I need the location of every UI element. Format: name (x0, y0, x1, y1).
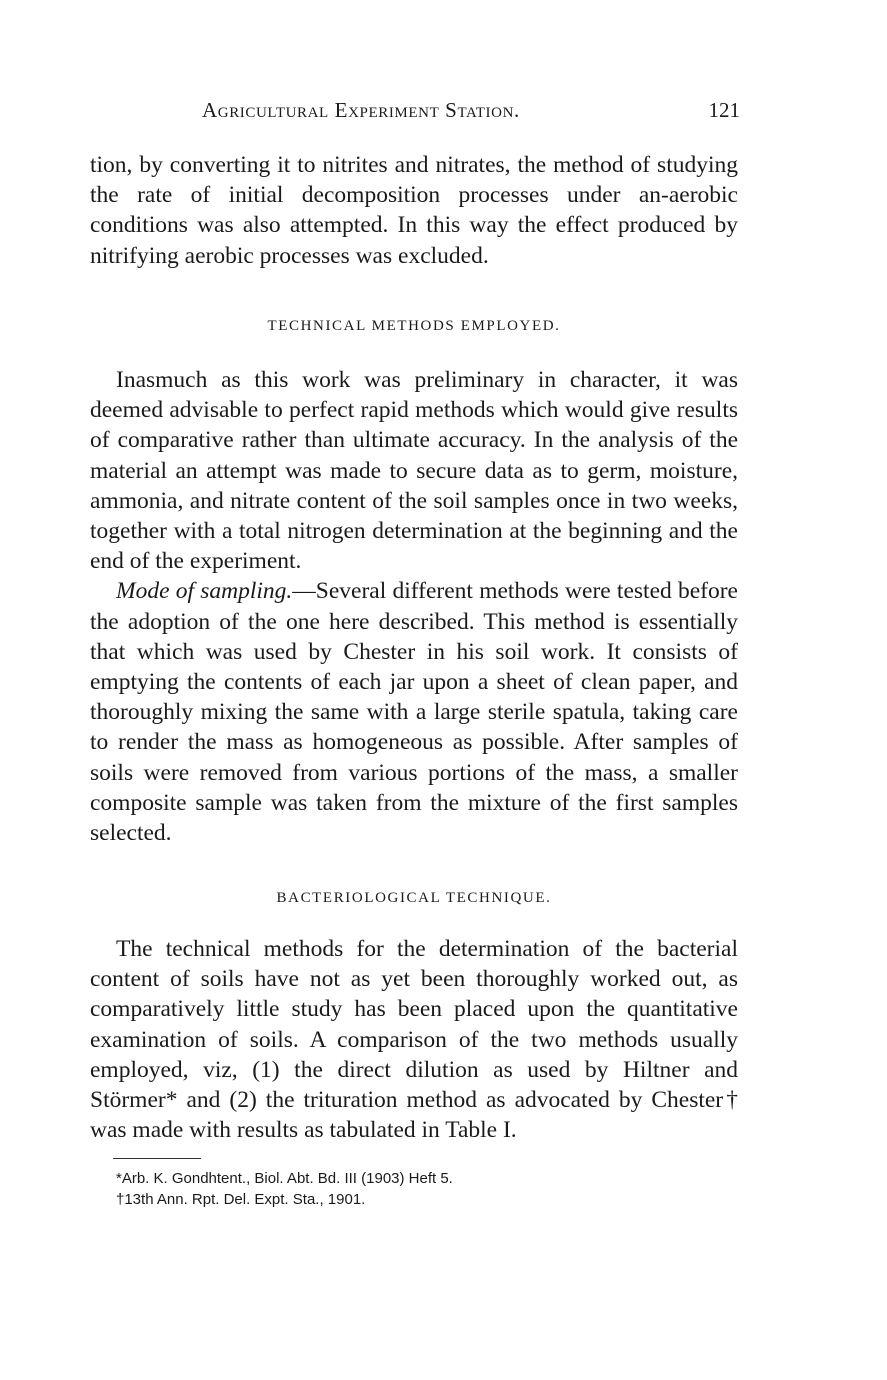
paragraph-methods-intro: Inasmuch as this work was preliminary in character, it was deemed advisable to perfect rapid methods which would give results of comparative rather than ultimate accuracy. In the analysis of the material an attempt was made to secure data as to germ, moisture, ammonia, and nitrate content of the soil samples once in two weeks, together with a total nitrogen determination at the beginning and the end of the experiment. (90, 367, 738, 575)
page-number: 121 (708, 98, 740, 122)
footnotes (116, 1168, 676, 1210)
footnote-hiltner-stormer: *Arb. K. Gondhtent., Biol. Abt. Bd. III (1903) Heft 5. (116, 1170, 453, 1187)
paragraph-mode-of-sampling-text: —Several different methods were tested before the adoption of the one here described. This method is essentially that which was used by Chester in his soil work. It consists of emptying the contents of each jar upon a sheet of clean paper, and thoroughly mixing the same with a large sterile spatula, taking care to render the mass as homogeneous as possible. After samples of soils were removed from various portions of the mass, a smaller composite sample was taken from the mixture of the first samples selected. (90, 578, 738, 847)
running-head (90, 98, 740, 128)
section-heading-bacteriological-technique: BACTERIOLOGICAL TECHNIQUE. (276, 890, 552, 906)
paragraph-mode-of-sampling (90, 576, 738, 848)
footnote-rule (113, 1158, 201, 1159)
section-heading-technical-methods: TECHNICAL METHODS EMPLOYED. (267, 318, 561, 334)
run-in-heading-mode-of-sampling: Mode of sampling. (116, 578, 293, 605)
text-block-technical-methods (90, 365, 738, 848)
running-title: Agricultural Experiment Station. (202, 98, 520, 122)
paragraph-continuation: tion, by converting it to nitrites and nitrates, the method of studying the rate of initial decomposition processes under an-aerobic conditions was also attempted. In this way the effect produced by nitrifying aerobic processes was excluded. (90, 152, 738, 269)
text-block-continuation (90, 150, 738, 271)
paragraph-bacteriological-technique: The technical methods for the determination of the bacterial content of soils have not as yet been thoroughly worked out, as comparatively little study has been placed upon the quantitative examination of soils. A comparison of the two methods usually employed, viz, (1) the direct dilution as used by Hiltner and Störmer* and (2) the trituration method as advocated by Chester† was made with results as tabulated in Table I. (90, 936, 738, 1144)
footnote-chester: †13th Ann. Rpt. Del. Expt. Sta., 1901. (116, 1191, 366, 1208)
text-block-bacteriological-technique (90, 934, 738, 1145)
